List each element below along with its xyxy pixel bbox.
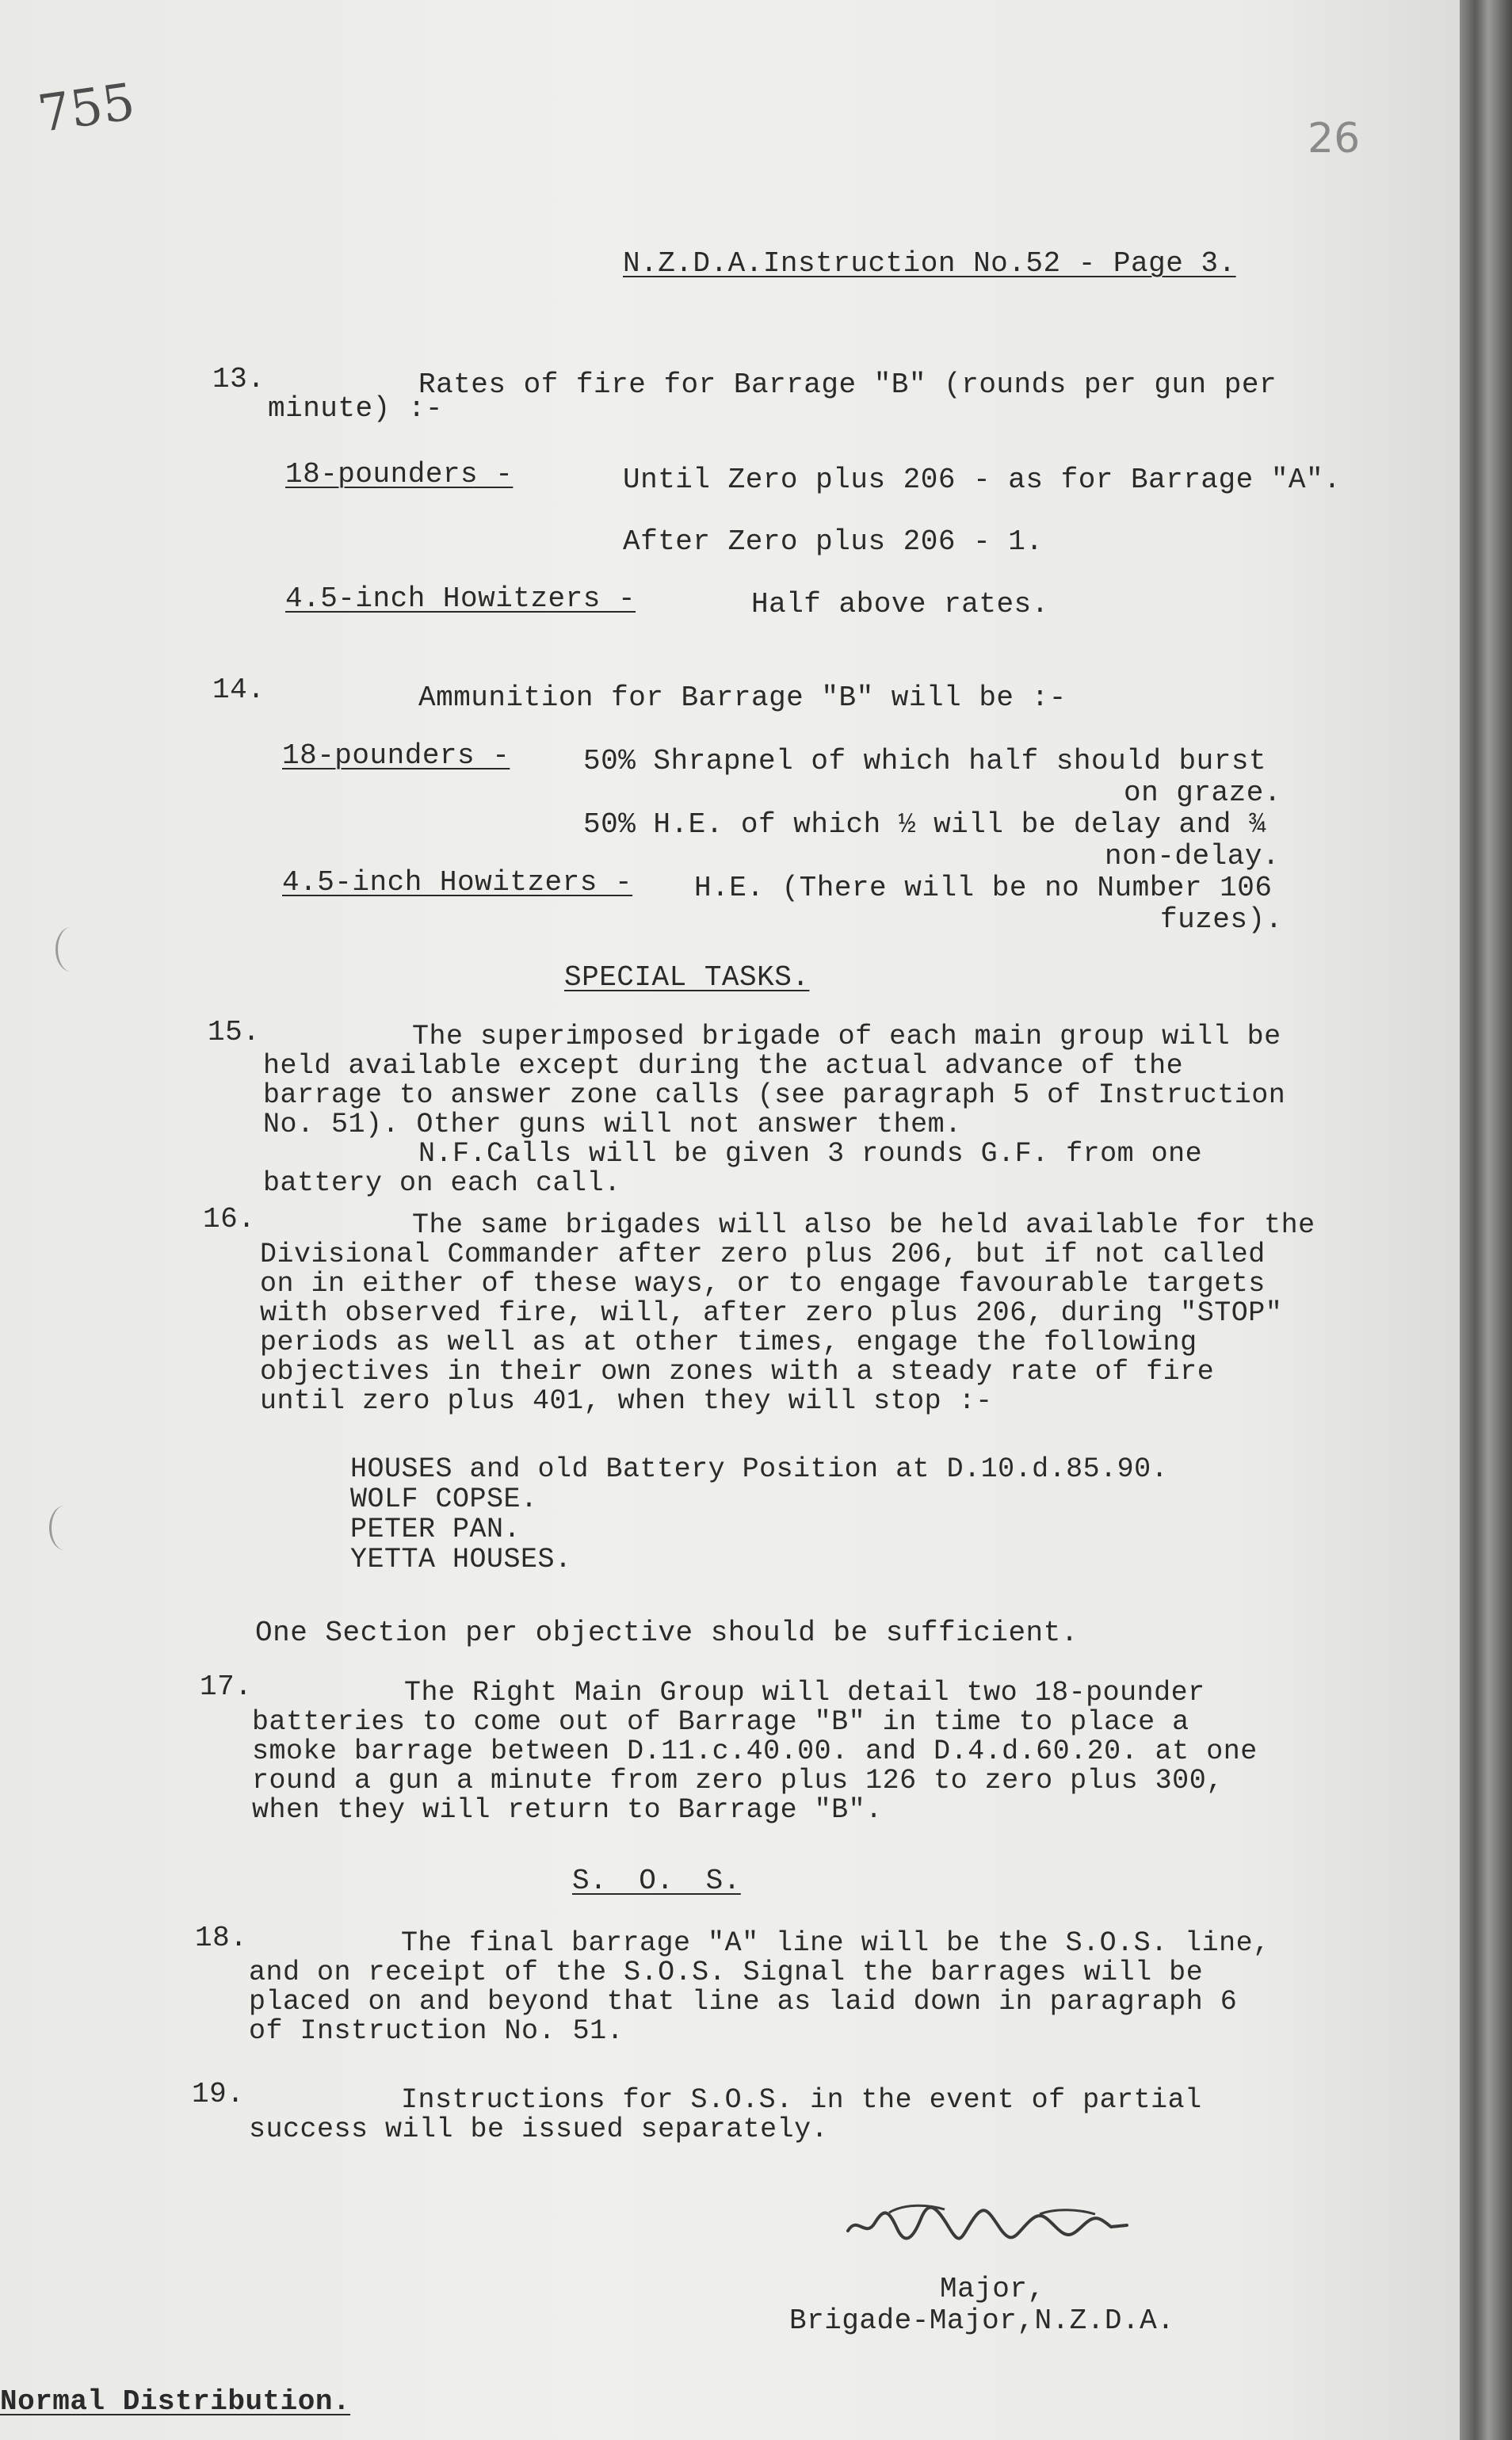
para-17-line: round a gun a minute from zero plus 126 to zero plus 300,	[252, 1765, 1224, 1797]
para-17-line: smoke barrage between D.11.c.40.00. and D.4.d.60.20. at one	[252, 1735, 1258, 1767]
para-18-line: The final barrage "A" line will be the S.O.S. line,	[401, 1927, 1270, 1959]
para-14-label: 4.5-inch Howitzers -	[282, 866, 633, 899]
para-17-line: batteries to come out of Barrage "B" in time to place a	[252, 1706, 1189, 1738]
para-17-line: The Right Main Group will detail two 18-pounder	[404, 1677, 1205, 1709]
para-16-line: periods as well as at other times, engage the following	[260, 1327, 1197, 1358]
para-15-number: 15.	[208, 1016, 261, 1048]
para-15-line: The superimposed brigade of each main group will be	[412, 1021, 1281, 1052]
para-19-line: Instructions for S.O.S. in the event of partial	[401, 2084, 1202, 2116]
objectives-list	[350, 1454, 1168, 1575]
punch-hole-mark	[49, 1506, 80, 1550]
para-16-line: objectives in their own zones with a steady rate of fire	[260, 1356, 1215, 1388]
para-18-number: 18.	[195, 1922, 248, 1954]
para-13-row-label: 18-pounders -	[285, 458, 514, 491]
para-13-row-text: Until Zero plus 206 - as for Barrage "A".	[623, 464, 1342, 496]
para-17-number: 17.	[200, 1671, 253, 1703]
para-19-body	[249, 2086, 1202, 2144]
para-13-row-text: Half above rates.	[751, 588, 1049, 621]
para-17-line: when they will return to Barrage "B".	[252, 1794, 883, 1826]
para-15-body	[263, 1022, 1285, 1198]
para-14-line: 50% Shrapnel of which half should burst	[583, 745, 1267, 777]
para-18-line: and on receipt of the S.O.S. Signal the barrages will be	[249, 1957, 1204, 1988]
para-16-line: Divisional Commander after zero plus 206, but if not called	[260, 1239, 1266, 1270]
para-19-number: 19.	[192, 2078, 245, 2110]
para-18-body	[249, 1929, 1270, 2046]
para-15-line: held available except during the actual advance of the	[263, 1050, 1184, 1082]
objective-item: YETTA HOUSES.	[350, 1544, 572, 1575]
distribution-line: Normal Distribution.	[0, 2385, 351, 2418]
handwritten-signature	[842, 2195, 1159, 2251]
para-15-line: N.F.Calls will be given 3 rounds G.F. from one	[418, 1138, 1203, 1170]
para-16-line: on in either of these ways, or to engage favourable targets	[260, 1268, 1266, 1300]
objective-item: PETER PAN.	[350, 1514, 521, 1545]
para-13-number: 13.	[212, 363, 265, 395]
punch-hole-mark	[55, 927, 86, 972]
para-13-row-text: After Zero plus 206 - 1.	[623, 525, 1044, 558]
para-19-line: success will be issued separately.	[249, 2114, 829, 2145]
para-13-row-label: 4.5-inch Howitzers -	[285, 582, 636, 615]
para-18-line: placed on and beyond that line as laid down in paragraph 6	[249, 1986, 1238, 2018]
section-heading-special-tasks: SPECIAL TASKS.	[564, 961, 810, 994]
para-14-label: 18-pounders -	[282, 739, 510, 772]
section-heading-sos: S. O. S.	[572, 1865, 741, 1897]
para-14-number: 14.	[212, 674, 265, 706]
page-header: N.Z.D.A.Instruction No.52 - Page 3.	[623, 247, 1236, 280]
para-14-line: H.E. (There will be no Number 106	[694, 872, 1273, 904]
para-17-body	[252, 1678, 1258, 1825]
para-14-intro: Ammunition for Barrage "B" will be :-	[418, 682, 1067, 714]
para-18-line: of Instruction No. 51.	[249, 2015, 624, 2047]
para-14-line: on graze.	[1124, 777, 1281, 809]
para-15-line: barrage to answer zone calls (see paragraph 5 of Instruction	[263, 1079, 1286, 1111]
signoff-title: Brigade-Major,N.Z.D.A.	[789, 2304, 1175, 2337]
para-15-line: No. 51). Other guns will not answer them.	[263, 1109, 962, 1140]
para-16-number: 16.	[203, 1203, 256, 1235]
background-page-edge	[1460, 0, 1512, 2440]
para-15-line: battery on each call.	[263, 1167, 621, 1199]
para-16-line: until zero plus 401, when they will stop :-	[260, 1385, 993, 1417]
para-14-line: fuzes).	[1160, 903, 1283, 936]
signoff-rank: Major,	[940, 2273, 1045, 2305]
para-13-line: minute) :-	[268, 392, 444, 425]
archive-stamp-number: 755	[34, 72, 139, 145]
objective-item: WOLF COPSE.	[350, 1483, 538, 1515]
objective-item: HOUSES and old Battery Position at D.10.d.85.90.	[350, 1453, 1169, 1485]
para-14-line: 50% H.E. of which ½ will be delay and ¾	[583, 808, 1267, 841]
folio-number: 26	[1308, 115, 1361, 162]
para-16-line: The same brigades will also be held available for the	[412, 1209, 1315, 1241]
para-14-line: non-delay.	[1105, 840, 1281, 873]
para-16-line: with observed fire, will, after zero plus 206, during "STOP"	[260, 1297, 1283, 1329]
para-13-line: Rates of fire for Barrage "B" (rounds per gun per	[418, 368, 1277, 401]
para-16-closing: One Section per objective should be sufficient.	[255, 1617, 1079, 1649]
para-16-body	[260, 1211, 1315, 1416]
